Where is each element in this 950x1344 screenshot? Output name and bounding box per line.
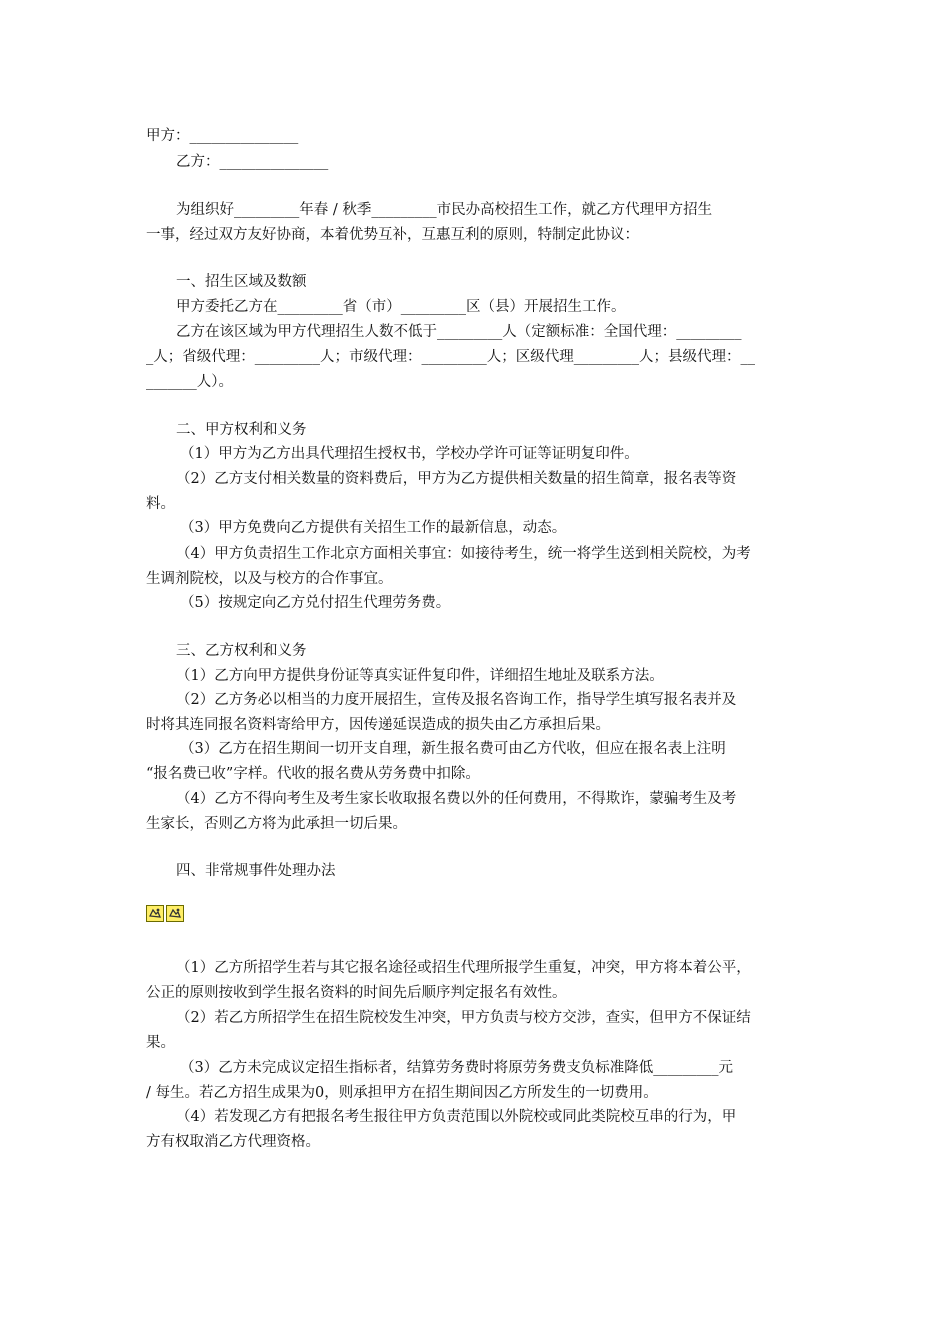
section-1-heading: 一、招生区域及数额 xyxy=(176,274,307,290)
intro-paragraph xyxy=(146,198,810,248)
item-line: 生调剂院校，以及与校方的合作事宜。 xyxy=(146,571,393,587)
section-4-item xyxy=(146,1056,810,1106)
party-b-line: 乙方：_______________ xyxy=(176,154,329,170)
section-3-item xyxy=(146,787,810,837)
section-3-item xyxy=(146,737,810,787)
section-4-heading: 四、非常规事件处理办法 xyxy=(176,863,336,879)
item-line: 果。 xyxy=(146,1035,175,1051)
item-line: “报名费已收”字样。代收的报名费从劳务费中扣除。 xyxy=(146,766,480,782)
image-placeholder-icon xyxy=(146,905,164,922)
section-2-item xyxy=(146,542,810,592)
item-line: 料。 xyxy=(146,496,175,512)
paragraph-line: _人；省级代理：_________人；市级代理：_________人；区级代理_________人；县级代理：__ xyxy=(146,349,755,365)
section-2-item: （1）甲方为乙方出具代理招生授权书，学校办学许可证等证明复印件。 xyxy=(180,446,639,462)
image-placeholder-icon xyxy=(166,905,184,922)
section-2-item xyxy=(146,467,810,517)
image-placeholder-group xyxy=(146,905,184,923)
section-3-item: （1）乙方向甲方提供身份证等真实证件复印件，详细招生地址及联系方法。 xyxy=(176,668,664,684)
paragraph-line: 乙方在该区域为甲方代理招生人数不低于_________人（定额标准：全国代理：_________ xyxy=(176,324,742,340)
section-3-heading: 三、乙方权利和义务 xyxy=(176,643,307,659)
item-line: （4）若发现乙方有把报名考生报往甲方负责范围以外院校或同此类院校互串的行为，甲 xyxy=(176,1109,737,1125)
section-2-heading: 二、甲方权利和义务 xyxy=(176,422,307,438)
item-line: （2）乙方支付相关数量的资料费后，甲方为乙方提供相关数量的招生简章，报名表等资 xyxy=(176,471,737,487)
item-line: 生家长，否则乙方将为此承担一切后果。 xyxy=(146,816,407,832)
item-line: （1）乙方所招学生若与其它报名途径或招生代理所报学生重复，冲突，甲方将本着公平， xyxy=(176,960,751,976)
item-line: 公正的原则按收到学生报名资料的时间先后顺序判定报名有效性。 xyxy=(146,985,567,1001)
item-line: （3）乙方未完成议定招生指标者，结算劳务费时将原劳务费支负标准降低_________元 xyxy=(180,1060,733,1076)
item-line: （2）若乙方所招学生在招生院校发生冲突，甲方负责与校方交涉，查实，但甲方不保证结 xyxy=(176,1010,751,1026)
item-line: （4）乙方不得向考生及考生家长收取报名费以外的任何费用，不得欺诈，蒙骗考生及考 xyxy=(176,791,737,807)
item-line: / 每生。若乙方招生成果为0，则承担甲方在招生期间因乙方所发生的一切费用。 xyxy=(146,1085,658,1101)
section-1-paragraph xyxy=(146,320,810,395)
intro-line: 为组织好_________年春 / 秋季_________市民办高校招生工作，就乙方代理甲方招生 xyxy=(176,202,713,218)
item-line: （4）甲方负责招生工作北京方面相关事宜：如接待考生，统一将学生送到相关院校，为考 xyxy=(176,546,751,562)
section-4-item xyxy=(146,956,810,1006)
section-2-item: （5）按规定向乙方兑付招生代理劳务费。 xyxy=(180,595,451,611)
item-line: （2）乙方务必以相当的力度开展招生，宣传及报名咨询工作，指导学生填写报名表并及 xyxy=(176,692,737,708)
section-4-item xyxy=(146,1006,810,1056)
item-line: （3）乙方在招生期间一切开支自理，新生报名费可由乙方代收，但应在报名表上注明 xyxy=(180,741,726,757)
item-line: 方有权取消乙方代理资格。 xyxy=(146,1134,320,1150)
party-a-line: 甲方：_______________ xyxy=(146,128,299,144)
intro-line: 一事，经过双方友好协商，本着优势互补，互惠互利的原则，特制定此协议： xyxy=(146,227,639,243)
section-2-item: （3）甲方免费向乙方提供有关招生工作的最新信息，动态。 xyxy=(180,520,567,536)
item-line: 时将其连同报名资料寄给甲方，因传递延误造成的损失由乙方承担后果。 xyxy=(146,717,610,733)
section-1-paragraph: 甲方委托乙方在_________省（市）_________区（县）开展招生工作。 xyxy=(176,299,626,315)
section-4-item xyxy=(146,1105,810,1155)
section-3-item xyxy=(146,688,810,738)
paragraph-line: _______人）。 xyxy=(146,374,233,390)
